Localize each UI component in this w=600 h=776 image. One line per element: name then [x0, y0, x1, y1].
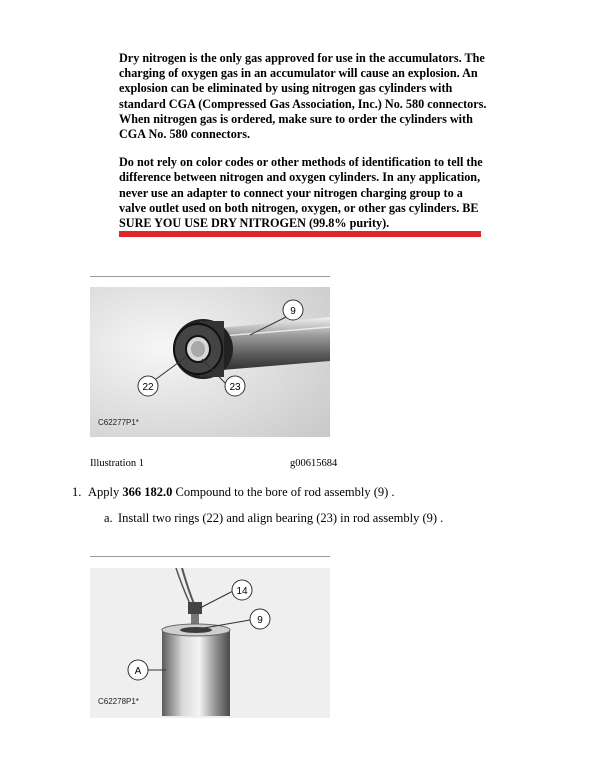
- figure-1-top-rule: [90, 276, 330, 277]
- step-1-number: 1.: [72, 485, 82, 499]
- illustration-2-photo: [90, 568, 330, 718]
- step-1: [72, 484, 395, 500]
- illustration-1-photo: [90, 287, 330, 437]
- callout-9-label: 9: [290, 306, 296, 317]
- figure-2-top-rule: [90, 556, 330, 557]
- callout-9b-label: 9: [257, 615, 263, 626]
- callout-22-label: 22: [142, 382, 154, 393]
- callout-9: [283, 300, 303, 320]
- callout-14-label: 14: [236, 586, 248, 597]
- fixture-cylinder: [162, 624, 230, 716]
- illustration-1-id: g00615684: [290, 458, 338, 469]
- nitrogen-warning: [119, 51, 489, 244]
- step-1-part-number: 366 182.0: [122, 485, 173, 499]
- warning-red-bar: [119, 231, 481, 237]
- step-1-suffix: Compound to the bore of rod assembly (9) .: [172, 485, 395, 499]
- callout-9b: [250, 609, 270, 629]
- step-1a: [104, 510, 443, 526]
- callout-23-label: 23: [229, 382, 241, 393]
- figure-1-code: C62277P1*: [98, 418, 139, 427]
- illustration-1-label: Illustration 1: [90, 458, 144, 469]
- callout-A-label: A: [134, 666, 142, 677]
- step-1a-text: Install two rings (22) and align bearing (23) in rod assembly (9) .: [118, 511, 444, 525]
- rod-end-bearing: [173, 319, 233, 379]
- step-1-prefix: Apply: [88, 485, 123, 499]
- callout-23: [225, 376, 245, 396]
- warning-paragraph-1: Dry nitrogen is the only gas approved for use in the accumulators. The charging of oxygen gas in an accumulator will cause an explosion. An explosion can be eliminated by using nitrogen gas cylinders with standard CGA (Compressed Gas Association, Inc.) No. 580 connectors. When nitrogen gas is ordered, make sure to order the cylinders with CGA No. 580 connectors.: [119, 51, 487, 142]
- warning-paragraph-2: Do not rely on color codes or other methods of identification to tell the difference between nitrogen and oxygen cylinders. In any application, never use an adapter to connect your nitrogen charging group to a valve outlet used on both nitrogen, oxygen, or other gas cylinders. BE SURE YOU USE DRY NITROGEN (99.8% purity).: [119, 155, 483, 231]
- callout-22: [138, 376, 158, 396]
- step-1a-letter: a.: [104, 511, 113, 525]
- callout-A: [128, 660, 148, 680]
- figure-2-code: C62278P1*: [98, 697, 139, 706]
- callout-14: [232, 580, 252, 600]
